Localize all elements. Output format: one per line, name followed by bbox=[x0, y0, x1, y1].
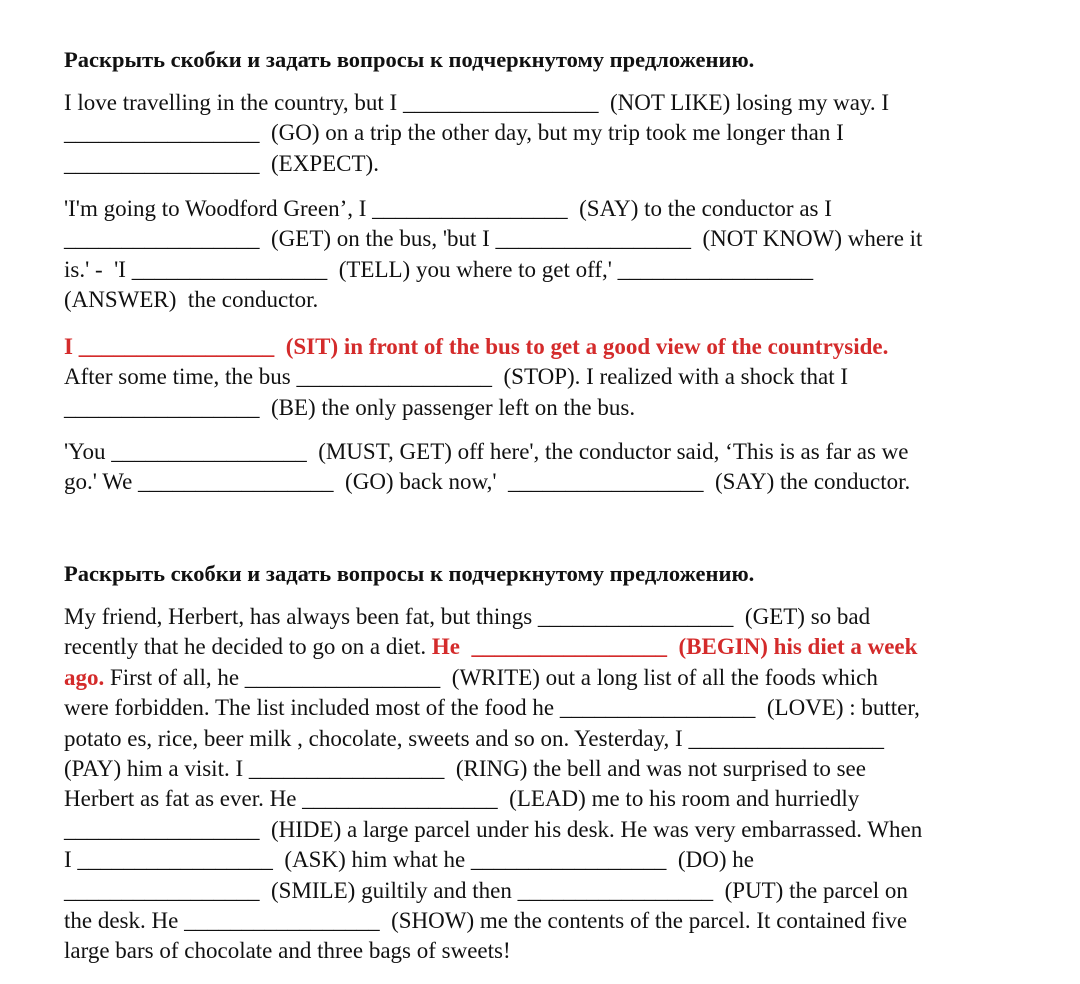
text-segment: First of all, he _________________ (WRITE) out a long list of all the foods which bbox=[104, 664, 878, 690]
text-segment: go.' We _________________ (GO) back now,' _________________ (SAY) the conductor. bbox=[64, 469, 911, 495]
text-line bbox=[64, 118, 889, 148]
text-segment: recently that he decided to go on a diet. bbox=[64, 634, 432, 660]
s2-paragraph-1 bbox=[64, 602, 922, 967]
text-segment: I love travelling in the country, but I _________________ (NOT LIKE) losing my way. I bbox=[64, 90, 890, 115]
text-line bbox=[64, 602, 922, 632]
text-segment: 'You _________________ (MUST, GET) off here', the conductor said, ‘This is as far as we bbox=[64, 439, 909, 464]
s1-paragraph-2 bbox=[64, 194, 922, 316]
text-segment: I _________________ (ASK) him what he _________________ (DO) he bbox=[64, 847, 754, 873]
highlighted-sentence: ago. bbox=[64, 664, 105, 690]
text-line bbox=[64, 255, 922, 285]
text-segment: potato es, rice, beer milk , chocolate, sweets and so on. Yesterday, I _________________ bbox=[64, 725, 884, 751]
text-segment: large bars of chocolate and three bags of sweets! bbox=[64, 938, 511, 964]
text-segment: _________________ (HIDE) a large parcel under his desk. He was very embarrassed. When bbox=[64, 816, 923, 842]
s1-paragraph-4 bbox=[64, 437, 910, 498]
text-line bbox=[64, 632, 922, 662]
text-line bbox=[64, 194, 922, 224]
text-segment: 'I'm going to Woodford Green’, I _________________ (SAY) to the conductor as I bbox=[64, 196, 832, 221]
highlighted-sentence: I _________________ (SIT) in front of the bus to get a good view of the countryside. bbox=[64, 334, 889, 359]
text-line bbox=[64, 285, 922, 315]
text-line bbox=[64, 724, 922, 754]
text-line bbox=[64, 437, 910, 467]
text-segment: _________________ (EXPECT). bbox=[64, 150, 379, 176]
text-segment: Herbert as fat as ever. He _________________ (LEAD) me to his room and hurriedly bbox=[64, 786, 860, 812]
s1-paragraph-3 bbox=[64, 332, 888, 423]
text-segment: were forbidden. The list included most of the food he _________________ (LOVE) : butter, bbox=[64, 695, 920, 721]
text-line bbox=[64, 467, 910, 497]
text-line bbox=[64, 362, 888, 392]
text-segment: (ANSWER) the conductor. bbox=[64, 287, 319, 313]
text-line bbox=[64, 906, 922, 936]
text-segment: _________________ (GET) on the bus, 'but I _________________ (NOT KNOW) where it bbox=[64, 226, 923, 252]
text-segment: (PAY) him a visit. I _________________ (RING) the bell and was not surprised to see bbox=[64, 755, 866, 781]
text-line bbox=[64, 693, 922, 723]
section2-heading: Раскрыть скобки и задать вопросы к подчеркнутому предложению. bbox=[64, 561, 755, 586]
highlighted-sentence: He _________________ (BEGIN) his diet a week bbox=[431, 634, 918, 660]
s1-paragraph-1 bbox=[64, 88, 889, 179]
text-line bbox=[64, 332, 888, 362]
text-line bbox=[64, 845, 922, 875]
text-segment: is.' - 'I _________________ (TELL) you where to get off,' _________________ bbox=[64, 256, 814, 282]
text-line bbox=[64, 754, 922, 784]
text-segment: the desk. He _________________ (SHOW) me the contents of the parcel. It contained five bbox=[64, 907, 908, 933]
text-line bbox=[64, 393, 888, 423]
text-line bbox=[64, 815, 922, 845]
text-line bbox=[64, 936, 922, 966]
text-segment: _________________ (BE) the only passenger left on the bus. bbox=[64, 394, 636, 420]
text-segment: _________________ (GO) on a trip the other day, but my trip took me longer than I bbox=[64, 120, 844, 146]
text-line bbox=[64, 149, 889, 179]
text-segment: After some time, the bus _________________ (STOP). I realized with a shock that I bbox=[64, 364, 848, 390]
text-segment: My friend, Herbert, has always been fat, but things _________________ (GET) so bad bbox=[64, 604, 871, 629]
text-line bbox=[64, 784, 922, 814]
text-segment: _________________ (SMILE) guiltily and then _________________ (PUT) the parcel on bbox=[64, 877, 908, 903]
text-line bbox=[64, 88, 889, 118]
section1-heading: Раскрыть скобки и задать вопросы к подчеркнутому предложению. bbox=[64, 47, 755, 72]
text-line bbox=[64, 663, 922, 693]
text-line bbox=[64, 876, 922, 906]
text-line bbox=[64, 224, 922, 254]
